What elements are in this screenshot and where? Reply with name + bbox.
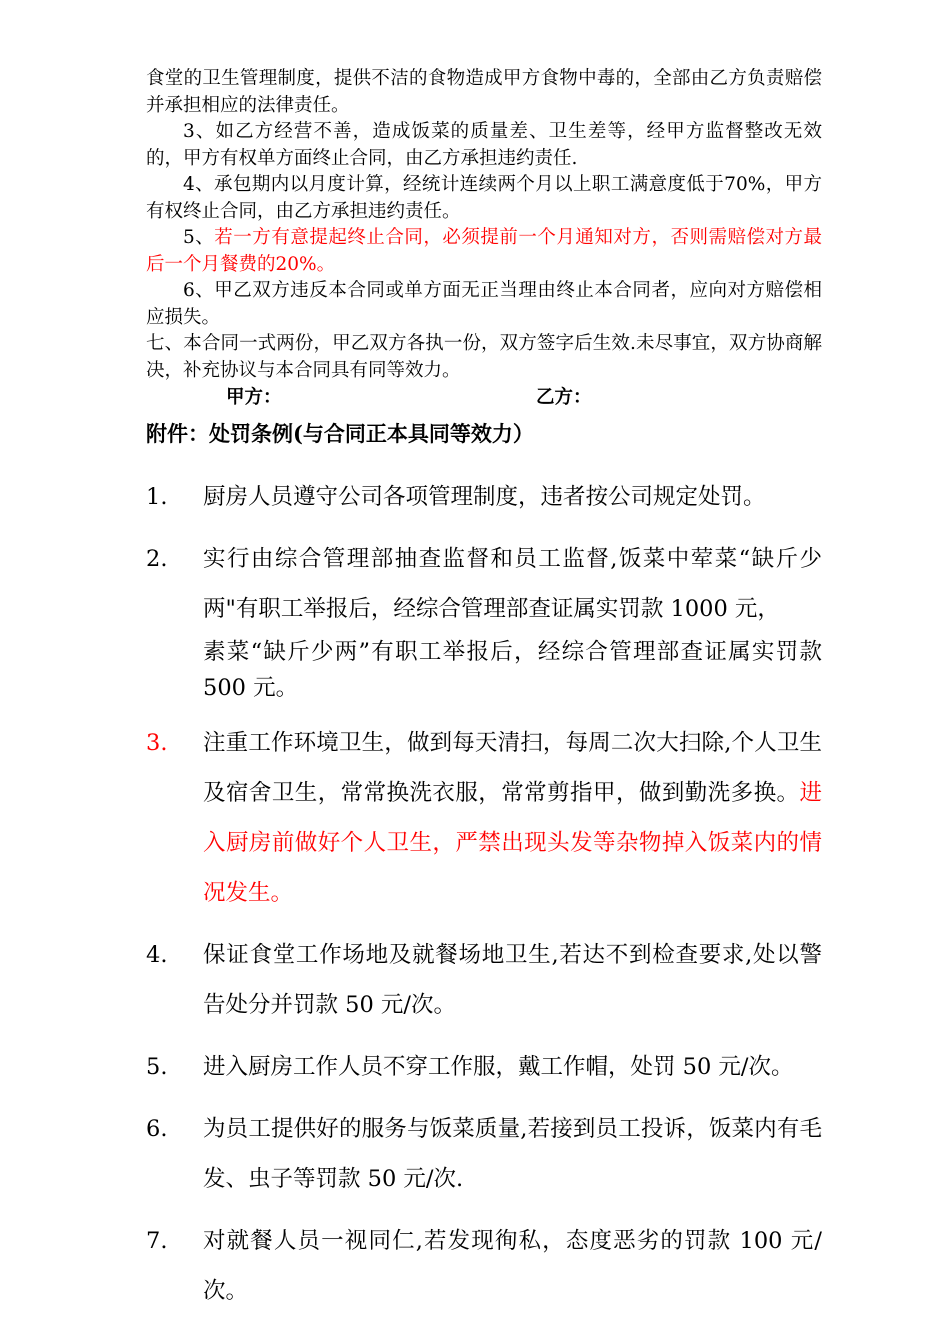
- list-item: [146, 472, 822, 522]
- item-number: 5.: [146, 1054, 168, 1080]
- document-page: [146, 66, 822, 1328]
- item-text: 厨房人员遵守公司各项管理制度，违者按公司规定处罚。: [203, 484, 766, 510]
- party-a-label: 甲方：: [226, 387, 282, 408]
- item-number: 1.: [146, 484, 168, 510]
- item-number: 4.: [146, 942, 168, 968]
- penalty-list: [146, 472, 822, 1316]
- list-item: [146, 718, 822, 918]
- attachment-title: 附件：处罚条例(与合同正本具同等效力）: [146, 421, 534, 446]
- paragraph-clause-4: 4、承包期内以月度计算，经统计连续两个月以上职工满意度低于70%，甲方有权终止合同，由乙方承担违约责任。: [146, 174, 822, 222]
- item-text: [203, 718, 822, 918]
- paragraph-clause-5: [146, 225, 822, 278]
- item-number: 6.: [146, 1116, 168, 1142]
- list-item: [146, 534, 822, 706]
- list-item: [146, 1042, 822, 1092]
- paragraph-clause-3: 3、如乙方经营不善，造成饭菜的质量差、卫生差等，经甲方监督整改无效的，甲方有权单方面终止合同，由乙方承担违约责任.: [146, 121, 822, 169]
- item-number: 7.: [146, 1228, 168, 1254]
- paragraph-clause-6: 6、甲乙双方违反本合同或单方面无正当理由终止本合同者，应向对方赔偿相应损失。: [146, 280, 822, 328]
- item-number: 3.: [146, 730, 168, 756]
- list-item: [146, 930, 822, 1030]
- list-item: [146, 1216, 822, 1316]
- item-text: 为员工提供好的服务与饭菜质量,若接到员工投诉，饭菜内有毛发、虫子等罚款 50 元/次.: [203, 1116, 822, 1192]
- item-text: [203, 534, 822, 706]
- item-text: 进入厨房工作人员不穿工作服，戴工作帽，处罚 50 元/次。: [203, 1054, 794, 1080]
- item-text-main: 注重工作环境卫生，做到每天清扫，每周二次大扫除,个人卫生及宿舍卫生，常常换洗衣服，常常剪指甲，做到勤洗多换。: [203, 730, 822, 806]
- contract-terms: [146, 66, 822, 384]
- clause-5-number: 5、: [183, 227, 215, 248]
- party-b-label: 乙方：: [536, 387, 592, 408]
- item-number: 2.: [146, 546, 168, 572]
- item-text: 对就餐人员一视同仁,若发现徇私，态度恶劣的罚款 100 元/次。: [203, 1228, 822, 1304]
- signature-line: [146, 384, 822, 412]
- list-item: [146, 1104, 822, 1204]
- paragraph-continued: 食堂的卫生管理制度，提供不洁的食物造成甲方食物中毒的，全部由乙方负责赔偿并承担相应的法律责任。: [146, 68, 822, 116]
- item-text-part-a: 实行由综合管理部抽查监督和员工监督,饭菜中荤菜“缺斤少两"有职工举报后，经综合管理部查证属实罚款 1000 元，: [203, 546, 822, 622]
- item-text-part-b: 素菜“缺斤少两”有职工举报后，经综合管理部查证属实罚款 500 元。: [203, 639, 822, 701]
- item-text-highlight: 进入厨房前做好个人卫生，严禁出现头发等杂物掉入饭菜内的情况发生。: [203, 780, 822, 906]
- paragraph-section-7: 七、本合同一式两份，甲乙双方各执一份，双方签字后生效.未尽事宜，双方协商解决，补充协议与本合同具有同等效力。: [146, 333, 822, 381]
- clause-5-highlight: 若一方有意提起终止合同，必须提前一个月通知对方，否则需赔偿对方最后一个月餐费的20%。: [146, 227, 822, 275]
- item-text: 保证食堂工作场地及就餐场地卫生,若达不到检查要求,处以警告处分并罚款 50 元/次。: [203, 942, 822, 1018]
